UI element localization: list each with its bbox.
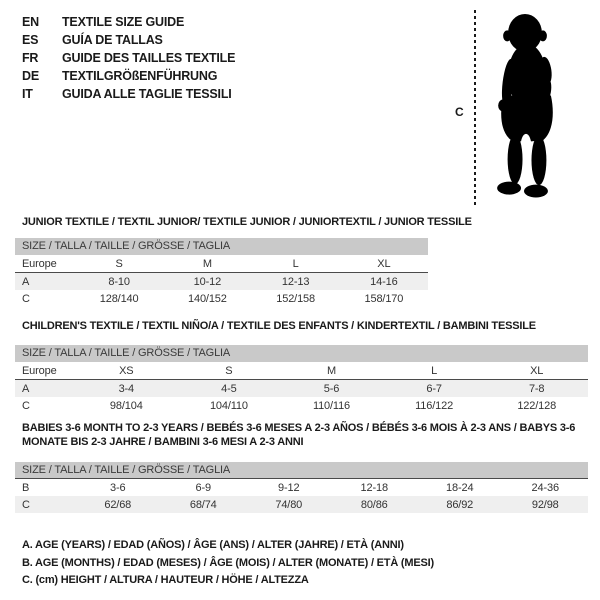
- height-measure-dashed-line: [474, 10, 476, 206]
- height-cell: 98/104: [109, 399, 143, 412]
- height-cell: 116/122: [415, 399, 454, 412]
- size-cell: XL: [530, 364, 544, 377]
- row-label: A: [22, 382, 30, 395]
- row-label: C: [22, 498, 30, 511]
- height-cell: 92/98: [531, 498, 559, 511]
- size-cell: L: [292, 257, 299, 270]
- lang-code: ES: [22, 33, 39, 47]
- age-cell: 18-24: [446, 481, 474, 494]
- size-cell: S: [225, 364, 233, 377]
- age-cell: 6-7: [426, 382, 442, 395]
- lang-code: DE: [22, 69, 39, 83]
- lang-row-it: [22, 85, 235, 103]
- height-cell: 128/140: [99, 292, 139, 305]
- size-cell: XS: [119, 364, 134, 377]
- junior-table: [15, 238, 428, 307]
- size-cell: M: [202, 257, 212, 270]
- height-cell: 62/68: [104, 498, 132, 511]
- age-cell: 5-6: [323, 382, 340, 395]
- language-header: [22, 13, 235, 103]
- lang-code: EN: [22, 15, 39, 29]
- lang-row-fr: [22, 49, 235, 67]
- height-cell: 80/86: [360, 498, 388, 511]
- footnote-b: B. AGE (MONTHS) / EDAD (MESES) / ÂGE (MOIS) / ALTER (MONATE) / ETÀ (MESI): [22, 556, 434, 569]
- age-cell: 12-18: [360, 481, 388, 494]
- age-cell: 8-10: [108, 275, 130, 288]
- table-row: [15, 380, 588, 397]
- row-label: C: [22, 292, 30, 305]
- footnotes: [22, 537, 434, 590]
- table-row: [15, 362, 588, 380]
- size-cell: XL: [377, 257, 391, 270]
- row-label: Europe: [22, 257, 57, 270]
- table-row: [15, 273, 428, 290]
- table-row: [15, 255, 428, 273]
- age-cell: 12-13: [281, 275, 310, 288]
- age-cell: 3-6: [110, 481, 126, 494]
- age-cell: 6-9: [195, 481, 211, 494]
- size-header-bar: SIZE / TALLA / TAILLE / GRÖSSE / TAGLIA: [15, 462, 588, 479]
- height-cell: 86/92: [446, 498, 474, 511]
- age-cell: 9-12: [278, 481, 300, 494]
- row-label: B: [22, 481, 30, 494]
- age-cell: 10-12: [193, 275, 222, 288]
- lang-row-de: [22, 67, 235, 85]
- lang-code: IT: [22, 87, 33, 101]
- children-table-title: CHILDREN'S TEXTILE / TEXTIL NIÑO/A / TEXTILE DES ENFANTS / KINDERTEXTIL / BAMBINI TESSILE: [22, 320, 536, 332]
- table-row: [15, 479, 588, 496]
- size-header-bar: SIZE / TALLA / TAILLE / GRÖSSE / TAGLIA: [15, 238, 428, 255]
- footnote-a: A. AGE (YEARS) / EDAD (AÑOS) / ÂGE (ANS) / ALTER (JAHRE) / ETÀ (ANNI): [22, 539, 404, 551]
- junior-table-title: JUNIOR TEXTILE / TEXTIL JUNIOR/ TEXTILE JUNIOR / JUNIORTEXTIL / JUNIOR TESSILE: [22, 216, 472, 228]
- age-cell: 14-16: [370, 275, 398, 288]
- height-cell: 122/128: [517, 399, 557, 412]
- height-cell: 152/158: [276, 292, 315, 305]
- height-cell: 110/116: [312, 399, 351, 412]
- babies-table-title: BABIES 3-6 MONTH TO 2-3 YEARS / BEBÉS 3-6 MESES A 2-3 AÑOS / BÉBÉS 3-6 MOIS À 2-3 ANS / BABYS 3-6 MONATE BIS 2-3 JAHRE / BAMBINI 3-6 MESI A 2-3 ANNI: [22, 422, 576, 448]
- height-cell: 140/152: [188, 292, 227, 305]
- footnote-c: C. (cm) HEIGHT / ALTURA / HAUTEUR / HÖHE / ALTEZZA: [22, 574, 309, 586]
- children-table: [15, 345, 588, 414]
- height-cell: 74/80: [275, 498, 303, 511]
- babies-table: [15, 462, 588, 513]
- table-row: [15, 397, 588, 414]
- height-cell: 104/110: [209, 399, 248, 412]
- table-row: [15, 290, 428, 307]
- lang-text: GUÍA DE TALLAS: [62, 33, 163, 47]
- table-row: [15, 496, 588, 513]
- size-cell: L: [431, 364, 438, 377]
- lang-row-es: [22, 31, 235, 49]
- size-cell: S: [115, 257, 123, 270]
- age-cell: 24-36: [531, 481, 559, 494]
- lang-code: FR: [22, 51, 39, 65]
- lang-text: GUIDE DES TAILLES TEXTILE: [62, 51, 236, 65]
- lang-text: TEXTILGRÖßENFÜHRUNG: [62, 69, 218, 83]
- lang-text: GUIDA ALLE TAGLIE TESSILI: [62, 87, 232, 101]
- height-measure-label: C: [455, 105, 464, 119]
- age-cell: 3-4: [118, 382, 135, 395]
- lang-row-en: [22, 13, 235, 31]
- row-label: C: [22, 399, 30, 412]
- age-cell: 7-8: [528, 382, 545, 395]
- baby-silhouette: [483, 8, 573, 207]
- height-cell: 158/170: [364, 292, 404, 305]
- size-cell: M: [326, 364, 336, 377]
- row-label: Europe: [22, 364, 57, 377]
- height-cell: 68/74: [189, 498, 217, 511]
- age-cell: 4-5: [221, 382, 237, 395]
- row-label: A: [22, 275, 30, 288]
- size-header-bar: SIZE / TALLA / TAILLE / GRÖSSE / TAGLIA: [15, 345, 588, 362]
- lang-text: TEXTILE SIZE GUIDE: [62, 15, 185, 29]
